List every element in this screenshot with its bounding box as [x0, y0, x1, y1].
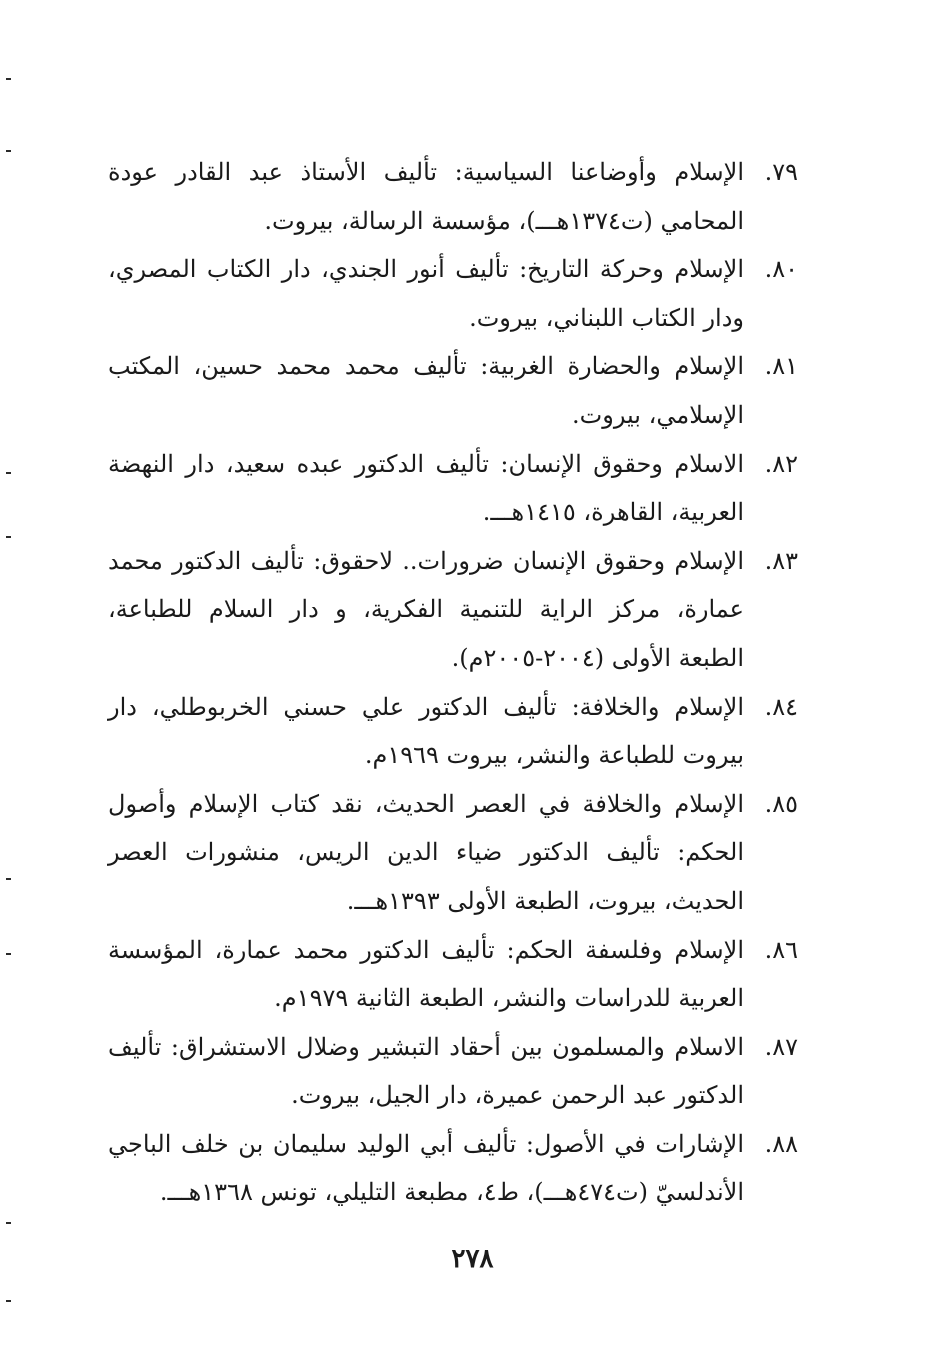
scan-mark — [6, 536, 11, 538]
entry-text: الإسلام وفلسفة الحكم: تأليف الدكتور محمد عمارة، المؤسسة العربية للدراسات والنشر، الطبعة الثانية ١٩٧٩م. — [108, 935, 744, 1013]
bibliography-entry — [108, 780, 798, 926]
entry-text: الإسلام والخلافة: تأليف الدكتور علي حسني الخربوطلي، دار بيروت للطباعة والنشر، بيروت ١٩٦٩م. — [108, 692, 744, 770]
bibliography-entry — [108, 537, 798, 683]
entry-number: ٨٠. — [764, 255, 798, 284]
scan-mark — [6, 1300, 11, 1302]
entry-text: الإشارات في الأصول: تأليف أبي الوليد سليمان بن خلف الباجي الأندلسيّ (ت٤٧٤هـــ)، ط٤، مطبعة التليلي، تونس ١٣٦٨هـــ. — [108, 1129, 744, 1207]
entry-number: ٨٦. — [764, 935, 798, 964]
bibliography-entry — [108, 683, 798, 780]
entry-text: الاسلام والمسلمون بين أحقاد التبشير وضلال الاستشراق: تأليف الدكتور عبد الرحمن عميرة، دار الجيل، بيروت. — [108, 1032, 744, 1110]
entry-number: ٨٨. — [764, 1129, 798, 1158]
entry-number: ٨٥. — [764, 789, 798, 818]
scan-mark — [6, 1222, 11, 1224]
bibliography-list — [108, 148, 798, 1217]
entry-number: ٨١. — [764, 352, 798, 381]
entry-text: الإسلام وحقوق الإنسان ضرورات.. لاحقوق: تأليف الدكتور محمد عمارة، مركز الراية للتنمية الفكرية، و دار السلام للطباعة، الطبعة الأولى (٢٠٠٤-٢٠٠٥م). — [108, 546, 744, 672]
bibliography-entry — [108, 148, 798, 245]
bibliography-entry — [108, 245, 798, 342]
bibliography-entry — [108, 440, 798, 537]
entry-number: ٨٧. — [764, 1032, 798, 1061]
bibliography-entry — [108, 926, 798, 1023]
entry-text: الاسلام وحقوق الإنسان: تأليف الدكتور عبده سعيد، دار النهضة العربية، القاهرة، ١٤١٥هـــ. — [108, 449, 744, 527]
bibliography-entry — [108, 1120, 798, 1217]
scan-mark — [6, 878, 11, 880]
entry-number: ٨٤. — [764, 692, 798, 721]
scan-mark — [6, 150, 11, 152]
entry-number: ٨٣. — [764, 546, 798, 575]
entry-text: الإسلام وأوضاعنا السياسية: تأليف الأستاذ عبد القادر عودة المحامي (ت١٣٧٤هـــ)، مؤسسة الرسالة، بيروت. — [108, 158, 744, 235]
entry-text: الإسلام والخلافة في العصر الحديث، نقد كتاب الإسلام وأصول الحكم: تأليف الدكتور ضياء الدين الريس، منشورات العصر الحديث، بيروت، الطبعة الأولى ١٣٩٣هـــ. — [108, 789, 744, 915]
scan-mark — [6, 78, 11, 80]
scan-mark — [6, 953, 11, 955]
bibliography-entry — [108, 342, 798, 439]
bibliography-entry — [108, 1023, 798, 1120]
entry-number: ٧٩. — [764, 158, 798, 186]
entry-text: الإسلام وحركة التاريخ: تأليف أنور الجندي، دار الكتاب المصري، ودار الكتاب اللبناني، بيروت. — [108, 255, 744, 332]
page-number: ٢٧٨ — [451, 1244, 494, 1274]
entry-text: الإسلام والحضارة الغربية: تأليف محمد محمد حسين، المكتب الإسلامي، بيروت. — [108, 352, 744, 429]
entry-number: ٨٢. — [764, 449, 798, 478]
scan-mark — [6, 472, 11, 474]
